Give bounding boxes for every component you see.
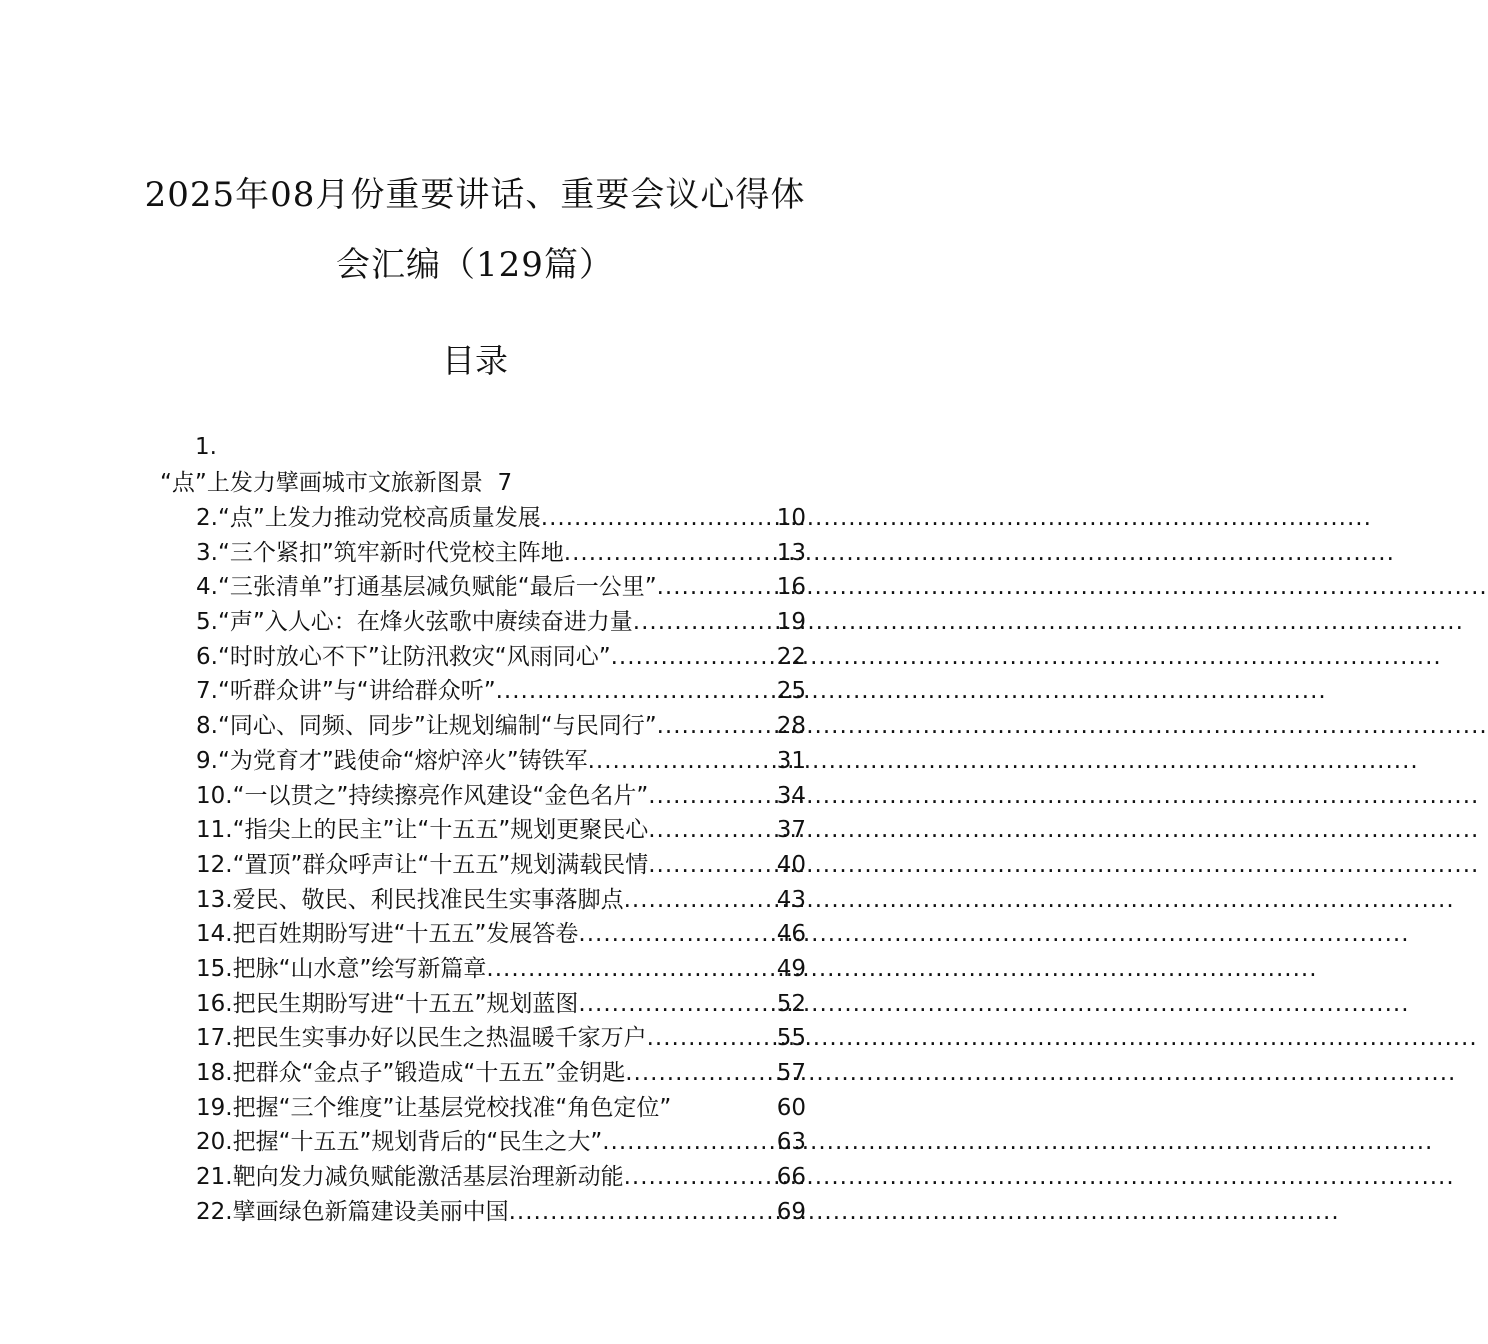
toc-entry[interactable]: [196, 779, 806, 814]
toc-entry-leader: [509, 1195, 777, 1230]
toc-entry[interactable]: [196, 1056, 806, 1091]
toc-entry-leader: [633, 605, 777, 640]
toc-entry-leader: [648, 813, 776, 848]
toc-entry-title: 14.把百姓期盼写进“十五五”发展答卷: [196, 921, 579, 948]
toc-entry-page: 60: [776, 1094, 806, 1121]
toc-entry-leader: [657, 709, 777, 744]
toc-entry-leader: [648, 848, 776, 883]
toc-entry[interactable]: [196, 1195, 806, 1230]
toc-entry[interactable]: [196, 501, 806, 536]
toc-entry-page: 16: [776, 574, 806, 601]
toc-entry[interactable]: [196, 674, 806, 709]
toc-entry-leader: [578, 917, 776, 952]
toc-entry-title: 7.“听群众讲”与“讲给群众听”: [196, 678, 496, 705]
toc-entry-page: 66: [776, 1164, 806, 1191]
toc-entry-page: 55: [776, 1025, 806, 1052]
toc-entry-page: 37: [776, 817, 806, 844]
toc-entry[interactable]: [196, 744, 806, 779]
toc-entry-title: 20.把握“十五五”规划背后的“民生之大”: [196, 1129, 603, 1156]
title-line-2: 会汇编（129篇）: [336, 245, 614, 285]
toc-entry-title: 19.把握“三个维度”让基层党校找准“角色定位”: [196, 1094, 672, 1121]
toc-entry-page: 69: [776, 1198, 806, 1225]
toc-entry-page: 34: [776, 782, 806, 809]
toc-entry-leader: [624, 883, 777, 918]
toc-entry[interactable]: [196, 570, 806, 605]
toc-entry-page: 40: [776, 851, 806, 878]
toc-entry-title: 16.把民生期盼写进“十五五”规划蓝图: [196, 990, 579, 1017]
toc-entry-leader: [611, 640, 777, 675]
toc-entry-title: 11.“指尖上的民主”让“十五五”规划更聚民心: [196, 817, 649, 844]
toc-entry-page: 28: [776, 713, 806, 740]
toc-entry[interactable]: [196, 709, 806, 744]
toc-entry-page: 49: [776, 955, 806, 982]
toc-entry-title: 2.“点”上发力推动党校高质量发展: [196, 505, 541, 531]
toc-entry-title: 13.爱民、敬民、利民找准民生实事落脚点: [196, 886, 624, 913]
toc-entry-1-number: 1.: [195, 434, 217, 460]
toc-entry[interactable]: [196, 1160, 806, 1195]
toc-entry[interactable]: [196, 605, 806, 640]
toc-heading: 目录: [442, 341, 508, 380]
toc-entry-page: 19: [776, 609, 806, 636]
toc-entry-leader: [588, 744, 777, 779]
toc-entry-page: 31: [776, 747, 806, 774]
toc-entry-page: 22: [776, 643, 806, 670]
title-line-1: 2025年08月份重要讲话、重要会议心得体: [144, 175, 806, 215]
toc-entry-leader: [648, 779, 776, 814]
toc-entry[interactable]: [196, 1125, 806, 1160]
toc-entry[interactable]: [196, 883, 806, 918]
toc-entry-title: 4.“三张清单”打通基层减负赋能“最后一公里”: [196, 574, 657, 601]
toc-entry-title: 21.靶向发力减负赋能激活基层治理新动能: [196, 1164, 624, 1191]
toc-entry-page: 63: [776, 1129, 806, 1156]
toc-entry-1-page: 7: [497, 470, 513, 496]
toc-list: [196, 501, 806, 1229]
toc-entry-title: 10.“一以贯之”持续擦亮作风建设“金色名片”: [196, 782, 649, 809]
toc-entry-page: 13: [776, 539, 806, 566]
toc-entry-1[interactable]: [160, 466, 512, 501]
toc-entry-title: 12.“置顶”群众呼声让“十五五”规划满载民情: [196, 851, 649, 878]
toc-entry-leader: [624, 1160, 777, 1195]
toc-entry-page: 52: [776, 990, 806, 1017]
toc-entry[interactable]: [196, 536, 806, 571]
toc-entry-page: 25: [776, 678, 806, 705]
toc-entry-title: 6.“时时放心不下”让防汛救灾“风雨同心”: [196, 643, 611, 670]
toc-entry-page: 10: [776, 505, 806, 531]
toc-entry-leader: [625, 1056, 776, 1091]
toc-entry-title: 17.把民生实事办好以民生之热温暖千家万户: [196, 1025, 647, 1052]
toc-entry[interactable]: [196, 987, 806, 1022]
document-title: [0, 160, 950, 300]
toc-entry-leader: [496, 674, 777, 709]
toc-entry-page: 57: [776, 1060, 806, 1086]
toc-entry-title: 9.“为党育才”践使命“熔炉淬火”铸铁军: [196, 747, 588, 774]
toc-entry-title: 3.“三个紧扣”筑牢新时代党校主阵地: [196, 539, 564, 566]
toc-entry-leader: [541, 501, 777, 536]
toc-entry[interactable]: [196, 952, 806, 987]
toc-entry-title: 18.把群众“金点子”锻造成“十五五”金钥匙: [196, 1060, 626, 1086]
toc-entry[interactable]: [196, 813, 806, 848]
toc-entry-leader: [602, 1125, 776, 1160]
toc-entry-leader: [647, 1021, 777, 1056]
toc-entry-leader: [486, 952, 776, 987]
toc-entry-leader: [578, 987, 776, 1022]
toc-entry-title: 5.“声”入人心：在烽火弦歌中赓续奋进力量: [196, 609, 633, 636]
toc-entry-title: 15.把脉“山水意”绘写新篇章: [196, 955, 487, 982]
toc-entry[interactable]: [196, 848, 806, 883]
toc-entry[interactable]: [196, 917, 806, 952]
toc-entry-page: 43: [776, 886, 806, 913]
toc-entry-leader: [657, 570, 777, 605]
toc-entry-title: 8.“同心、同频、同步”让规划编制“与民同行”: [196, 713, 657, 740]
toc-entry-leader: [564, 536, 777, 571]
toc-entry-page: 46: [776, 921, 806, 948]
toc-entry[interactable]: [196, 1021, 806, 1056]
toc-entry[interactable]: [196, 1091, 806, 1126]
toc-entry[interactable]: [196, 640, 806, 675]
toc-entry-title: 22.擘画绿色新篇建设美丽中国: [196, 1198, 509, 1225]
toc-entry-1-title: “点”上发力擘画城市文旅新图景: [160, 470, 483, 496]
